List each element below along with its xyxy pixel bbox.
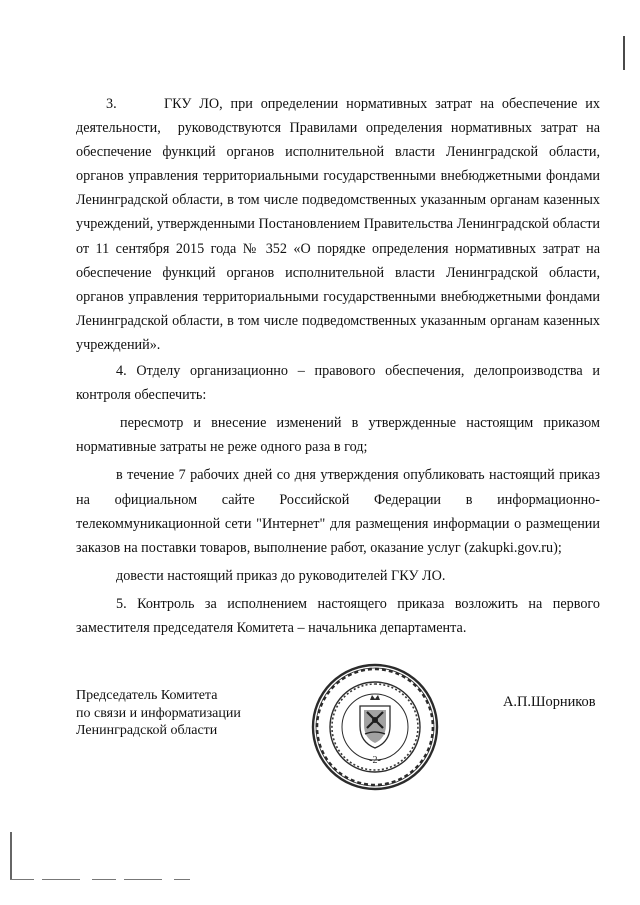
scan-corner-mark: [10, 832, 12, 880]
text-line: телекоммуникационной сети "Интернет" для размещения информации о: [76, 515, 522, 532]
text-line: Ленинградской области от 11 сентября 2015 года № 352 «О порядке определения: [76, 216, 601, 257]
paragraph-3: [76, 92, 600, 357]
signer-name: А.П.Шорников: [503, 694, 596, 710]
text-line: (zakupki.gov.ru);: [464, 539, 562, 556]
paragraph-4-item-1: [76, 411, 600, 459]
text-line: органов управления территориальными государственными внебюджетными: [76, 168, 542, 185]
text-line: нормативных затрат на обеспечение функций органов исполнительной власти: [76, 240, 600, 281]
text-line: в течение 7 рабочих дней со дня утверждения опубликовать настоящий приказ: [116, 467, 600, 484]
text-line: размещении заказов на поставки товаров, выполнение работ, оказание услуг: [76, 515, 600, 556]
document-body: [76, 92, 600, 640]
signer-position-line: по связи и информатизации: [76, 705, 241, 721]
text-line: довести настоящий приказ до руководителей ГКУ ЛО.: [116, 567, 446, 584]
signer-position-line: Ленинградской области: [76, 723, 218, 739]
signer-position-line: Председатель Комитета: [76, 688, 218, 703]
official-seal: [310, 662, 440, 792]
seal-number: -2-: [369, 755, 381, 766]
text-line: Ленинградской области, органов управления территориальными государственными: [76, 264, 601, 305]
text-line: на официальном сайте Российской Федерации в информационно-: [76, 491, 600, 508]
paragraph-5: [76, 592, 600, 640]
text-line: внебюджетными фондами Ленинградской области, в том числе подведомственных: [76, 288, 600, 329]
text-line: 5. Контроль за исполнением настоящего приказа возложить на первого: [116, 595, 600, 612]
paragraph-4: [76, 359, 600, 407]
paragraph-4-item-2: [76, 463, 600, 559]
text-line: нормативные затраты не реже одного раза в год;: [76, 439, 368, 456]
text-line: контроля обеспечить:: [76, 387, 207, 404]
coat-of-arms-icon: [360, 695, 390, 748]
text-line: органам казенных учреждений, утвержденными Постановлением Правительства: [76, 192, 601, 233]
text-line: пересмотр и внесение изменений в утвержденные настоящим приказом: [120, 415, 600, 432]
scan-edge-mark: [623, 36, 625, 70]
text-line: деятельности, руководствуются Правилами определения нормативных затрат на: [76, 120, 600, 137]
paragraph-4-item-3: [76, 564, 600, 588]
text-line: заместителя председателя Комитета – начальника департамента.: [76, 619, 467, 636]
text-line: обеспечение функций органов исполнительной власти Ленинградской области,: [76, 144, 600, 161]
text-line: фондами Ленинградской области, в том числе подведомственных указанным: [76, 168, 601, 209]
text-line: 4. Отделу организационно – правового обеспечения, делопроизводства и: [116, 363, 600, 380]
scan-corner-mark: [10, 879, 190, 880]
text-line: 3. ГКУ ЛО, при определении нормативных затрат на обеспечение их: [106, 96, 600, 112]
signer-position: [76, 687, 241, 740]
text-line: указанным органам казенных учреждений».: [76, 312, 600, 353]
